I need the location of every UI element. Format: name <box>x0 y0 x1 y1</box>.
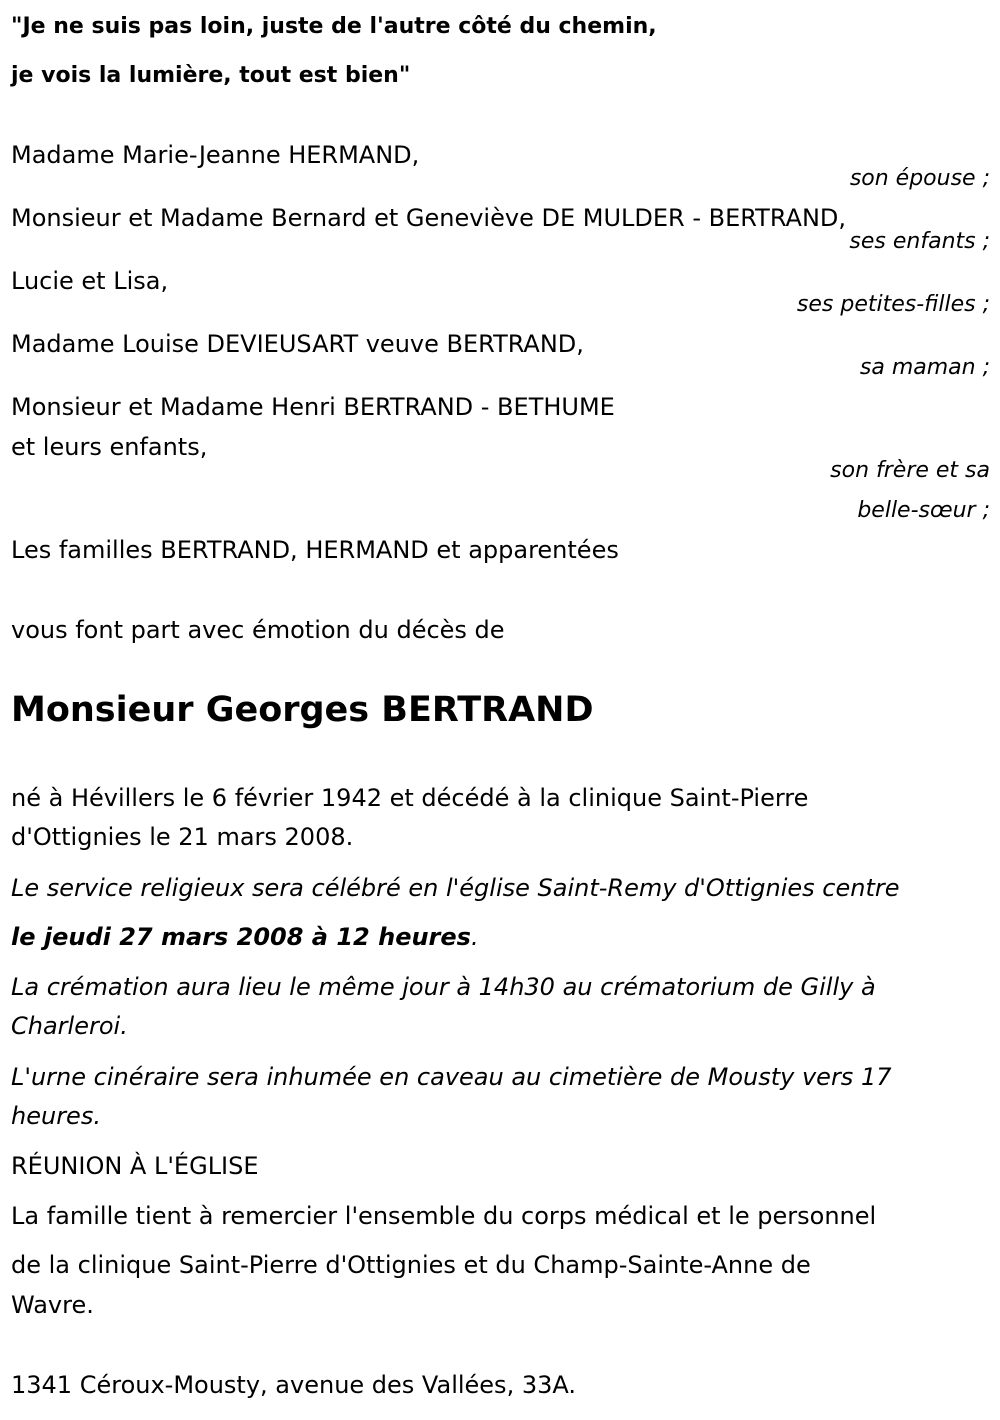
service-date-suffix: . <box>470 923 479 951</box>
cremation-line-1: La crémation aura lieu le même jour à 14h30 au crématorium de Gilly à <box>11 973 876 1001</box>
family-name-children: Monsieur et Madame Bernard et Geneviève DE MULDER - BERTRAND, <box>11 204 847 232</box>
birth-death-line-1: né à Hévillers le 6 février 1942 et décédé à la clinique Saint-Pierre <box>11 784 809 812</box>
service-date-bold: le jeudi 27 mars 2008 à 12 heures <box>11 923 471 951</box>
deceased-name: Monsieur Georges BERTRAND <box>11 690 594 730</box>
urn-line-1: L'urne cinéraire sera inhumée en caveau au cimetière de Mousty vers 17 <box>11 1063 892 1091</box>
relation-mother: sa maman ; <box>859 355 990 380</box>
cremation-line-2: Charleroi. <box>11 1012 128 1040</box>
family-name-brother-line-2: et leurs enfants, <box>11 433 208 461</box>
family-name-granddaughters: Lucie et Lisa, <box>11 267 169 295</box>
relation-children: ses enfants ; <box>849 229 990 254</box>
service-date <box>11 922 479 952</box>
relation-brother-line-2: belle-sœur ; <box>857 498 990 523</box>
announcement-text: vous font part avec émotion du décès de <box>11 616 505 644</box>
birth-death-line-2: d'Ottignies le 21 mars 2008. <box>11 823 354 851</box>
family-name-brother: Monsieur et Madame Henri BERTRAND - BETHUME <box>11 393 615 421</box>
reunion-text: RÉUNION À L'ÉGLISE <box>11 1152 259 1180</box>
family-name-mother: Madame Louise DEVIEUSART veuve BERTRAND, <box>11 330 584 358</box>
quote-line-2: je vois la lumière, tout est bien" <box>11 63 411 88</box>
thanks-line-2: de la clinique Saint-Pierre d'Ottignies et du Champ-Sainte-Anne de <box>11 1251 811 1279</box>
relation-brother: son frère et sa <box>830 458 990 483</box>
relation-spouse: son épouse ; <box>849 166 990 191</box>
service-line-1: Le service religieux sera célébré en l'église Saint-Remy d'Ottignies centre <box>11 874 900 902</box>
family-name-spouse: Madame Marie-Jeanne HERMAND, <box>11 141 420 169</box>
families-line: Les familles BERTRAND, HERMAND et apparentées <box>11 536 619 564</box>
thanks-line-3: Wavre. <box>11 1291 94 1319</box>
relation-granddaughters: ses petites-filles ; <box>796 292 990 317</box>
urn-line-2: heures. <box>11 1102 101 1130</box>
quote-line-1: "Je ne suis pas loin, juste de l'autre côté du chemin, <box>11 14 657 39</box>
address-text: 1341 Céroux-Mousty, avenue des Vallées, 33A. <box>11 1371 576 1399</box>
thanks-line-1: La famille tient à remercier l'ensemble du corps médical et le personnel <box>11 1202 877 1230</box>
